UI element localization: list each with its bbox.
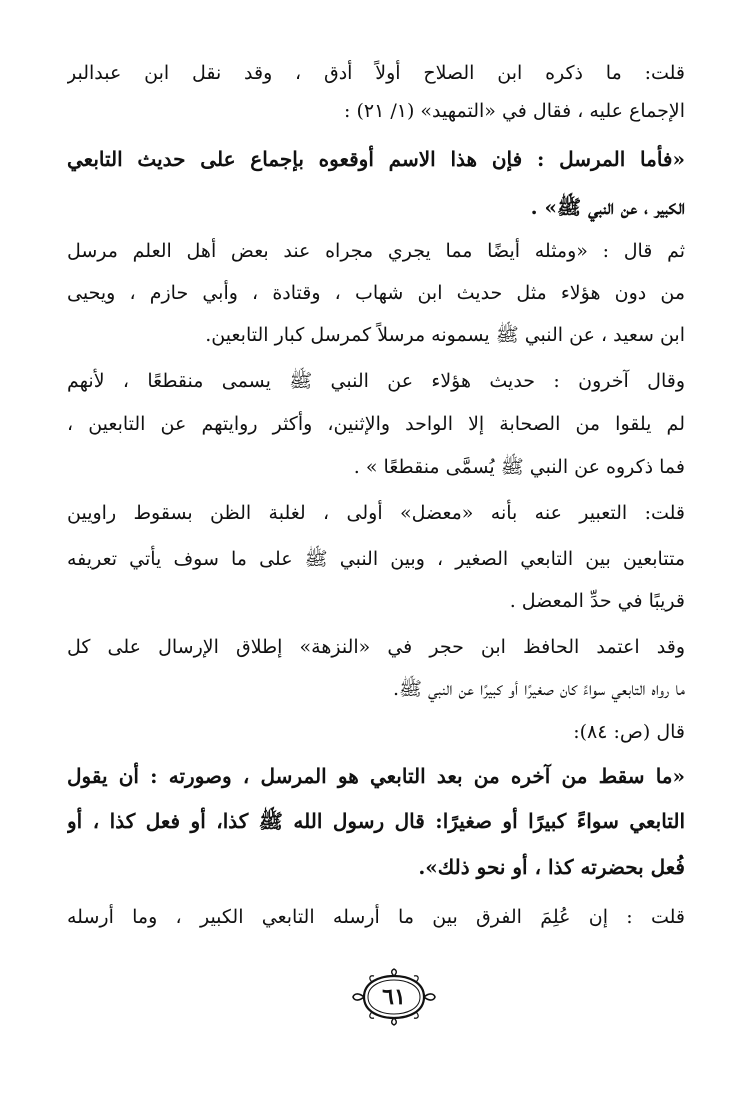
text-line-8: وقال آخرون : حديث هؤلاء عن النبي ﷺ يسمى منقطعًا ، لأنهم xyxy=(67,370,685,392)
text-line-19-quote: فُعل بحضرته كذا ، أو نحو ذلك». xyxy=(418,855,685,879)
text-line-7: ابن سعيد ، عن النبي ﷺ يسمونه مرسلاً كمرسل كبار التابعين. xyxy=(205,324,685,346)
text-line-4-quote: الكبير ، عن النبي ﷺ» . xyxy=(530,195,685,219)
text-line-11: قلت: التعبير عنه بأنه «معضل» أولى ، لغلبة الظن بسقوط راويين xyxy=(67,502,685,524)
text-line-3-quote: «فأما المرسل : فإن هذا الاسم أوقعوه بإجماع على حديث التابعي xyxy=(67,147,685,171)
text-line-12: متتابعين بين التابعي الصغير ، وبين النبي ﷺ على ما سوف يأتي تعريفه xyxy=(67,548,685,570)
text-line-6: من دون هؤلاء مثل حديث ابن شهاب ، وقتادة ، وأبي حازم ، ويحيى xyxy=(67,282,685,304)
text-line-9: لم يلقوا من الصحابة إلا الواحد والإثنين، وأكثر روايتهم عن التابعين ، xyxy=(67,413,685,435)
text-line-13: قريبًا في حدِّ المعضل . xyxy=(509,590,685,612)
text-line-1: قلت: ما ذكره ابن الصلاح أولاً أدق ، وقد نقل ابن عبدالبر xyxy=(67,62,685,84)
text-line-16: قال (ص: ٨٤): xyxy=(573,721,685,743)
page-number: ٦١ xyxy=(382,984,406,1010)
page-number-ornament xyxy=(350,968,438,1026)
text-line-2: الإجماع عليه ، فقال في «التمهيد» (١/ ٢١) : xyxy=(344,100,685,122)
text-line-18-quote: التابعي سواءً كبيرًا أو صغيرًا: قال رسول الله ﷺ كذا، أو فعل كذا ، أو xyxy=(67,809,685,833)
text-line-15: ما رواه التابعي سواءً كان صغيرًا أو كبيرًا عن النبي ﷺ. xyxy=(392,678,685,700)
text-line-20: قلت : إن عُلِمَ الفرق بين ما أرسله التابعي الكبير ، وما أرسله xyxy=(67,906,685,928)
text-line-10: فما ذكروه عن النبي ﷺ يُسمَّى منقطعًا » . xyxy=(353,456,685,478)
text-line-14: وقد اعتمد الحافظ ابن حجر في «النزهة» إطلاق الإرسال على كل xyxy=(67,636,685,658)
text-line-5: ثم قال : «ومثله أيضًا مما يجري مجراه عند بعض أهل العلم مرسل xyxy=(67,240,685,262)
text-line-17-quote: «ما سقط من آخره من بعد التابعي هو المرسل ، وصورته : أن يقول xyxy=(67,764,685,788)
